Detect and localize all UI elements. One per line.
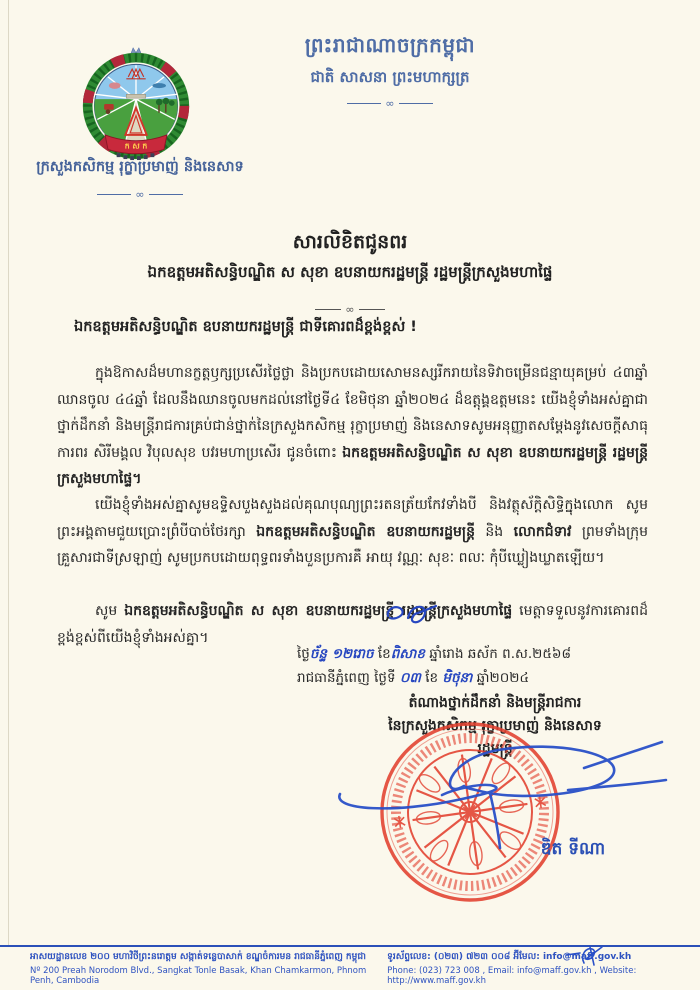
- paragraph-1-text: ក្នុងឱកាសដ៏មហានក្ខត្តឫក្សប្រសើរថ្លៃថ្លា និងប្រកបដោយសោមនស្សរីករាយនៃទិវាចម្រើនជន្មាយុគម្រប់ ៤៣ឆ្នាំ ឈានចូល ៤៤ឆ្នាំ ដែលនឹងឈានចូលមកដល់នៅថ្ងៃទី៤ ខែមិថុនា ឆ្នាំ២០២៤ ដ៏ឧត្តុង្គឧត្តមនេះ យើងខ្ញុំទាំងអស់គ្នាជាថ្នាក់ដឹកនាំ និងមន្ត្រីរាជការគ្រប់ជាន់ថ្នាក់នៃក្រសួងកសិកម្ម រុក្ខាប្រមាញ់ និងនេសាទសូមអនុញ្ញាតសម្ដែងនូវសេចក្ដីសាធុការពរ សិរីមង្គល វិបុលសុខ បវរមហាប្រសើរ ជូនចំពោះ: [57, 365, 648, 461]
- civil-month-label: ខែ: [420, 670, 443, 686]
- national-motto: ជាតិ សាសនា ព្រះមហាក្សត្រ: [310, 68, 470, 86]
- footer-contact-khmer: ទូរស័ព្ទលេខ: (០២៣) ៧២៣ ០០៨ អ៊ីមែល: info@maff.gov.kh: [387, 952, 632, 962]
- handwritten-day-number: ០៣: [399, 670, 421, 686]
- paragraph-3-text: មេត្តាទទួលនូវការគោរពដ៏ខ្ពង់ខ្ពស់ពីយើងខ្ញុំទាំងអស់គ្នា។: [57, 603, 648, 646]
- lunar-month-label: ខែ: [373, 646, 391, 662]
- signature-capacity-line2: នៃក្រសួងកសិកម្ម រុក្ខាប្រមាញ់ និងនេសាទ: [388, 718, 602, 734]
- paragraph-2-bold-addressee: ឯកឧត្តមអតិសន្ធិបណ្ឌិត ឧបនាយករដ្ឋមន្ត្រី: [256, 523, 475, 540]
- handwritten-month-name: មិថុនា: [442, 670, 473, 686]
- letter-addressee: ឯកឧត្តមអតិសន្ធិបណ្ឌិត ស សុខា ឧបនាយករដ្ឋមន្ត្រី រដ្ឋមន្ត្រីក្រសួងមហាផ្ទៃ: [147, 263, 553, 281]
- ornament-divider: ∞: [200, 98, 580, 109]
- lunar-date-suffix: ឆ្នាំរោង ឆស័ក ព.ស.២៥៦៨: [425, 646, 572, 662]
- svg-text:ក ស ក: ក ស ក: [124, 141, 148, 151]
- paragraph-3-bold-addressee: ឯកឧត្តមអតិសន្ធិបណ្ឌិត ស សុខា ឧបនាយករដ្ឋមន្ត្រី រដ្ឋមន្ត្រីក្រសួងមហាផ្ទៃ: [124, 603, 513, 619]
- ministry-name: ក្រសួងកសិកម្ម រុក្ខាប្រមាញ់ និងនេសាទ: [36, 159, 244, 175]
- kingdom-header: [200, 32, 580, 109]
- footer-contact-column: [387, 951, 694, 986]
- signature-title-minister: រដ្ឋមន្ត្រី: [477, 741, 513, 757]
- maff-national-emblem-icon: [78, 44, 194, 166]
- footer-address-english: Nº 200 Preah Norodom Blvd., Sangkat Tonle Basak, Khan Chamkarmon, Phnom Penh, Cambodia: [30, 966, 367, 986]
- ornament-divider: ∞: [0, 296, 700, 315]
- paragraph-1: [57, 360, 648, 493]
- paragraph-1-bold-addressee: ឯកឧត្តមអតិសន្ធិបណ្ឌិត ស សុខា ឧបនាយករដ្ឋមន្ត្រី រដ្ឋមន្ត្រីក្រសួងមហាផ្ទៃ។: [57, 444, 648, 487]
- footer-address-column: [30, 951, 387, 986]
- footer-contact-bar: [0, 945, 700, 990]
- paragraph-2-text: យើងខ្ញុំទាំងអស់គ្នាសូមឧទ្ទិសបួងសួងដល់គុណបុណ្យព្រះរតនត្រ័យកែវទាំងបី និងវត្ថុស័ក្តិសិទ្ធិក្នុងលោក សូមព្រះអង្គតាមជួយប្រោះព្រំបីបាច់ថែរក្សា: [57, 497, 648, 540]
- ornament-divider: ∞: [14, 189, 266, 200]
- footer-address-khmer: អាសយដ្ឋានលេខ ២០០ មហាវិថីព្រះនរោត្តម សង្កាត់ទន្លេបាសាក់ ខណ្ឌចំការមន រាជធានីភ្នំពេញ កម្ពុជា: [30, 952, 366, 962]
- signature-capacity-line1: តំណាងថ្នាក់ដឹកនាំ និងមន្ត្រីរាជការ: [408, 695, 582, 711]
- ministry-header: [14, 158, 266, 200]
- paragraph-2-bold-lok-chumteav: លោកជំទាវ: [513, 523, 572, 540]
- paragraph-2-text: និង: [474, 523, 514, 540]
- paragraph-3-text: សូម: [95, 603, 125, 619]
- handwritten-initial-mark: [384, 600, 442, 638]
- signatory-name: ឌិត ទីណា: [540, 839, 606, 859]
- handwritten-lunar-month: ពិសាខ: [390, 646, 425, 662]
- handwritten-lunar-day: ច័ន្ទ ១២រោច: [309, 646, 374, 662]
- civil-date-prefix: រាជធានីភ្នំពេញ ថ្ងៃទី: [297, 670, 400, 686]
- civil-date-suffix: ឆ្នាំ២០២៤: [472, 670, 530, 686]
- salutation-line: ឯកឧត្តមអតិសន្ធិបណ្ឌិត ឧបនាយករដ្ឋមន្ត្រី ជាទីគោរពដ៏ខ្ពង់ខ្ពស់ !: [74, 319, 417, 335]
- lunar-date-prefix: ថ្ងៃ: [297, 646, 310, 662]
- scan-edge-line: [8, 0, 9, 990]
- civil-date-line: [297, 669, 529, 689]
- paragraph-3: [57, 598, 648, 651]
- footer-contact-english: Phone: (023) 723 008 , Email: info@maff.gov.kh , Website: http://www.maff.gov.kh: [387, 966, 637, 986]
- letter-title: សារលិខិតជូនពរ: [292, 231, 408, 253]
- paragraph-2: [57, 492, 648, 572]
- kingdom-title: ព្រះរាជាណាចក្រកម្ពុជា: [304, 33, 476, 57]
- footer-handwritten-paraph: [564, 945, 606, 971]
- lunar-date-line: [297, 645, 571, 665]
- paragraph-2-text: ព្រមទាំងក្រុមគ្រួសារជាទីស្រឡាញ់ សូមប្រកបដោយពុទ្ធពរទាំងបួនប្រការគឺ អាយុ វណ្ណៈ សុខៈ ពលៈ កុំបីឃ្លៀងឃ្លាតឡើយ។: [57, 523, 648, 566]
